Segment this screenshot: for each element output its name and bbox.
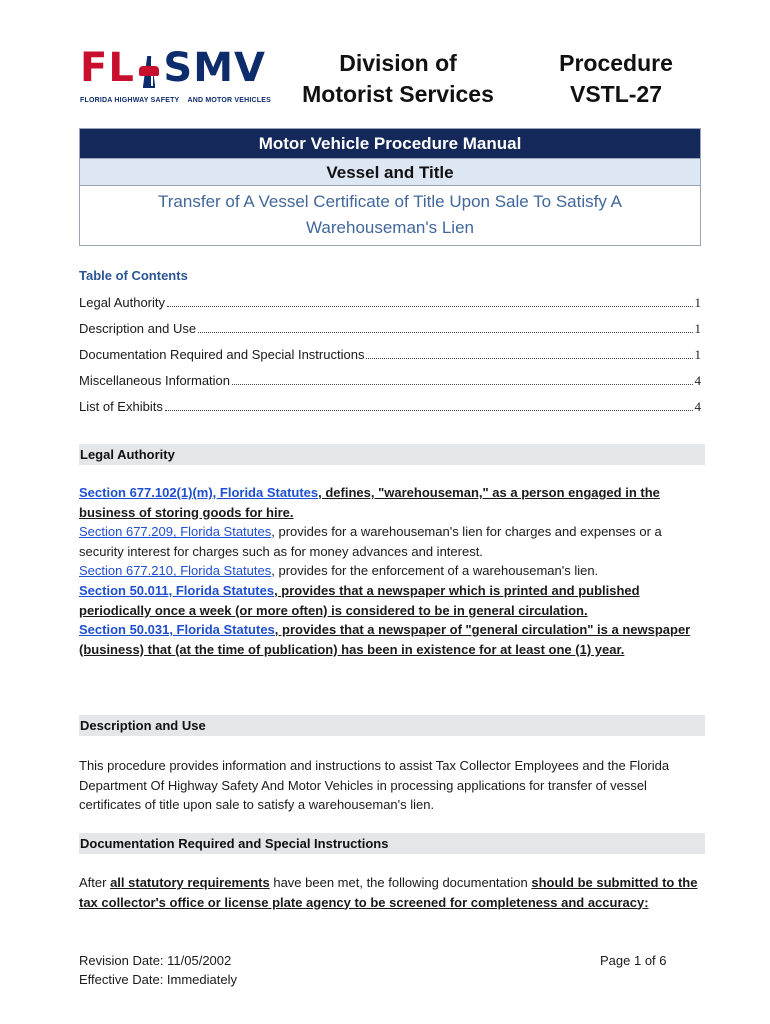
statute-link[interactable]: Section 50.031, Florida Statutes bbox=[79, 622, 275, 638]
toc-leader-dots bbox=[165, 410, 693, 411]
legal-authority-section bbox=[79, 483, 704, 659]
statute-item bbox=[79, 620, 704, 659]
procedure-line-1: Procedure bbox=[559, 50, 673, 76]
flhsmv-logo bbox=[80, 45, 272, 110]
toc-entry-title: Description and Use bbox=[79, 321, 197, 336]
legal-authority-heading: Legal Authority bbox=[79, 444, 705, 465]
statute-item bbox=[79, 581, 704, 620]
toc-entry-page: 4 bbox=[694, 399, 701, 414]
toc-entry-page: 1 bbox=[694, 347, 701, 362]
procedure-heading bbox=[540, 48, 692, 110]
statute-description: , defines, "warehouseman," as a person engaged in the business of storing goods for hire. bbox=[79, 485, 660, 520]
logo-wordmark bbox=[80, 45, 266, 91]
toc-entry-legal-authority[interactable] bbox=[79, 295, 701, 321]
toc-entry-description-and-use[interactable] bbox=[79, 321, 701, 347]
statute-description: , provides that a newspaper of "general circulation" is a newspaper (business) that (at the time of publication) has been in existence for at least one (1) year. bbox=[79, 622, 691, 657]
division-heading bbox=[296, 48, 500, 110]
logo-road-car-icon bbox=[137, 52, 162, 88]
toc-leader-dots bbox=[167, 306, 692, 307]
toc-entry-title: List of Exhibits bbox=[79, 399, 163, 414]
statute-description: , provides that a newspaper which is printed and published periodically once a week (or more often) is considered to be in general circulation. bbox=[79, 582, 640, 618]
doc-text-2: have been met, the following documentation bbox=[269, 875, 532, 890]
toc-entry-title: Documentation Required and Special Instructions bbox=[79, 347, 365, 362]
division-line-1: Division of bbox=[339, 50, 457, 76]
toc-leader-dots bbox=[366, 358, 692, 359]
toc-entry-list-of-exhibits[interactable] bbox=[79, 399, 701, 425]
logo-tag-left: FLORIDA HIGHWAY SAFETY bbox=[80, 96, 180, 104]
subtitle-line-1: Transfer of A Vessel Certificate of Title Upon Sale To Satisfy A bbox=[158, 192, 622, 211]
title-box bbox=[79, 128, 701, 246]
doc-text-1: After bbox=[79, 875, 111, 890]
description-and-use-heading: Description and Use bbox=[79, 715, 705, 736]
statute-item bbox=[79, 522, 704, 561]
table-of-contents bbox=[79, 295, 701, 425]
procedure-subtitle bbox=[80, 186, 700, 245]
documentation-required-heading: Documentation Required and Special Instructions bbox=[79, 833, 705, 854]
section-title: Vessel and Title bbox=[80, 158, 700, 186]
statute-link[interactable]: Section 677.210, Florida Statutes bbox=[79, 563, 272, 579]
footer-dates bbox=[79, 951, 237, 989]
subtitle-line-2: Warehouseman's Lien bbox=[306, 218, 474, 237]
doc-emphasis-1: all statutory requirements bbox=[110, 875, 270, 890]
manual-title: Motor Vehicle Procedure Manual bbox=[80, 129, 700, 158]
toc-leader-dots bbox=[198, 332, 692, 333]
statute-description: , provides for the enforcement of a warehouseman's lien. bbox=[271, 563, 599, 579]
statute-link[interactable]: Section 677.102(1)(m), Florida Statutes bbox=[79, 485, 319, 500]
procedure-number: VSTL-27 bbox=[569, 81, 663, 107]
logo-wordmark-right: SMV bbox=[163, 45, 266, 91]
logo-tagline bbox=[80, 94, 272, 106]
toc-entry-page: 4 bbox=[694, 373, 701, 388]
description-body: This procedure provides information and instructions to assist Tax Collector Employees and the Florida Department Of Highway Safety And Motor Vehicles in processing applications for transfer of vessel certificates of title upon sale to satisfy a warehouseman's lien. bbox=[79, 758, 670, 813]
statute-link[interactable]: Section 50.011, Florida Statutes bbox=[79, 582, 275, 598]
page-number: Page 1 of 6 bbox=[600, 953, 667, 968]
toc-entry-title: Legal Authority bbox=[79, 295, 166, 310]
toc-leader-dots bbox=[232, 384, 692, 385]
effective-date: Effective Date: Immediately bbox=[79, 972, 237, 987]
revision-date: Revision Date: 11/05/2002 bbox=[79, 953, 232, 968]
toc-heading: Table of Contents bbox=[79, 268, 188, 283]
statute-link[interactable]: Section 677.209, Florida Statutes bbox=[79, 524, 272, 540]
statute-item bbox=[79, 561, 704, 581]
toc-entry-miscellaneous-information[interactable] bbox=[79, 373, 701, 399]
statute-description: , provides for a warehouseman's lien for charges and expenses or a security interest for charges such as for money advances and interest. bbox=[79, 524, 662, 559]
logo-wordmark-left: FL bbox=[80, 45, 135, 91]
toc-entry-documentation-required[interactable] bbox=[79, 347, 701, 373]
statute-item bbox=[79, 483, 704, 522]
toc-entry-page: 1 bbox=[694, 295, 701, 310]
toc-entry-title: Miscellaneous Information bbox=[79, 373, 231, 388]
division-line-2: Motorist Services bbox=[302, 81, 494, 107]
documentation-body bbox=[79, 873, 704, 912]
logo-tag-right: AND MOTOR VEHICLES bbox=[187, 96, 272, 104]
doc-emphasis-2: should be submitted to the tax collector's office or license plate agency to be screened for completeness and accuracy: bbox=[79, 875, 698, 910]
toc-entry-page: 1 bbox=[694, 321, 701, 336]
